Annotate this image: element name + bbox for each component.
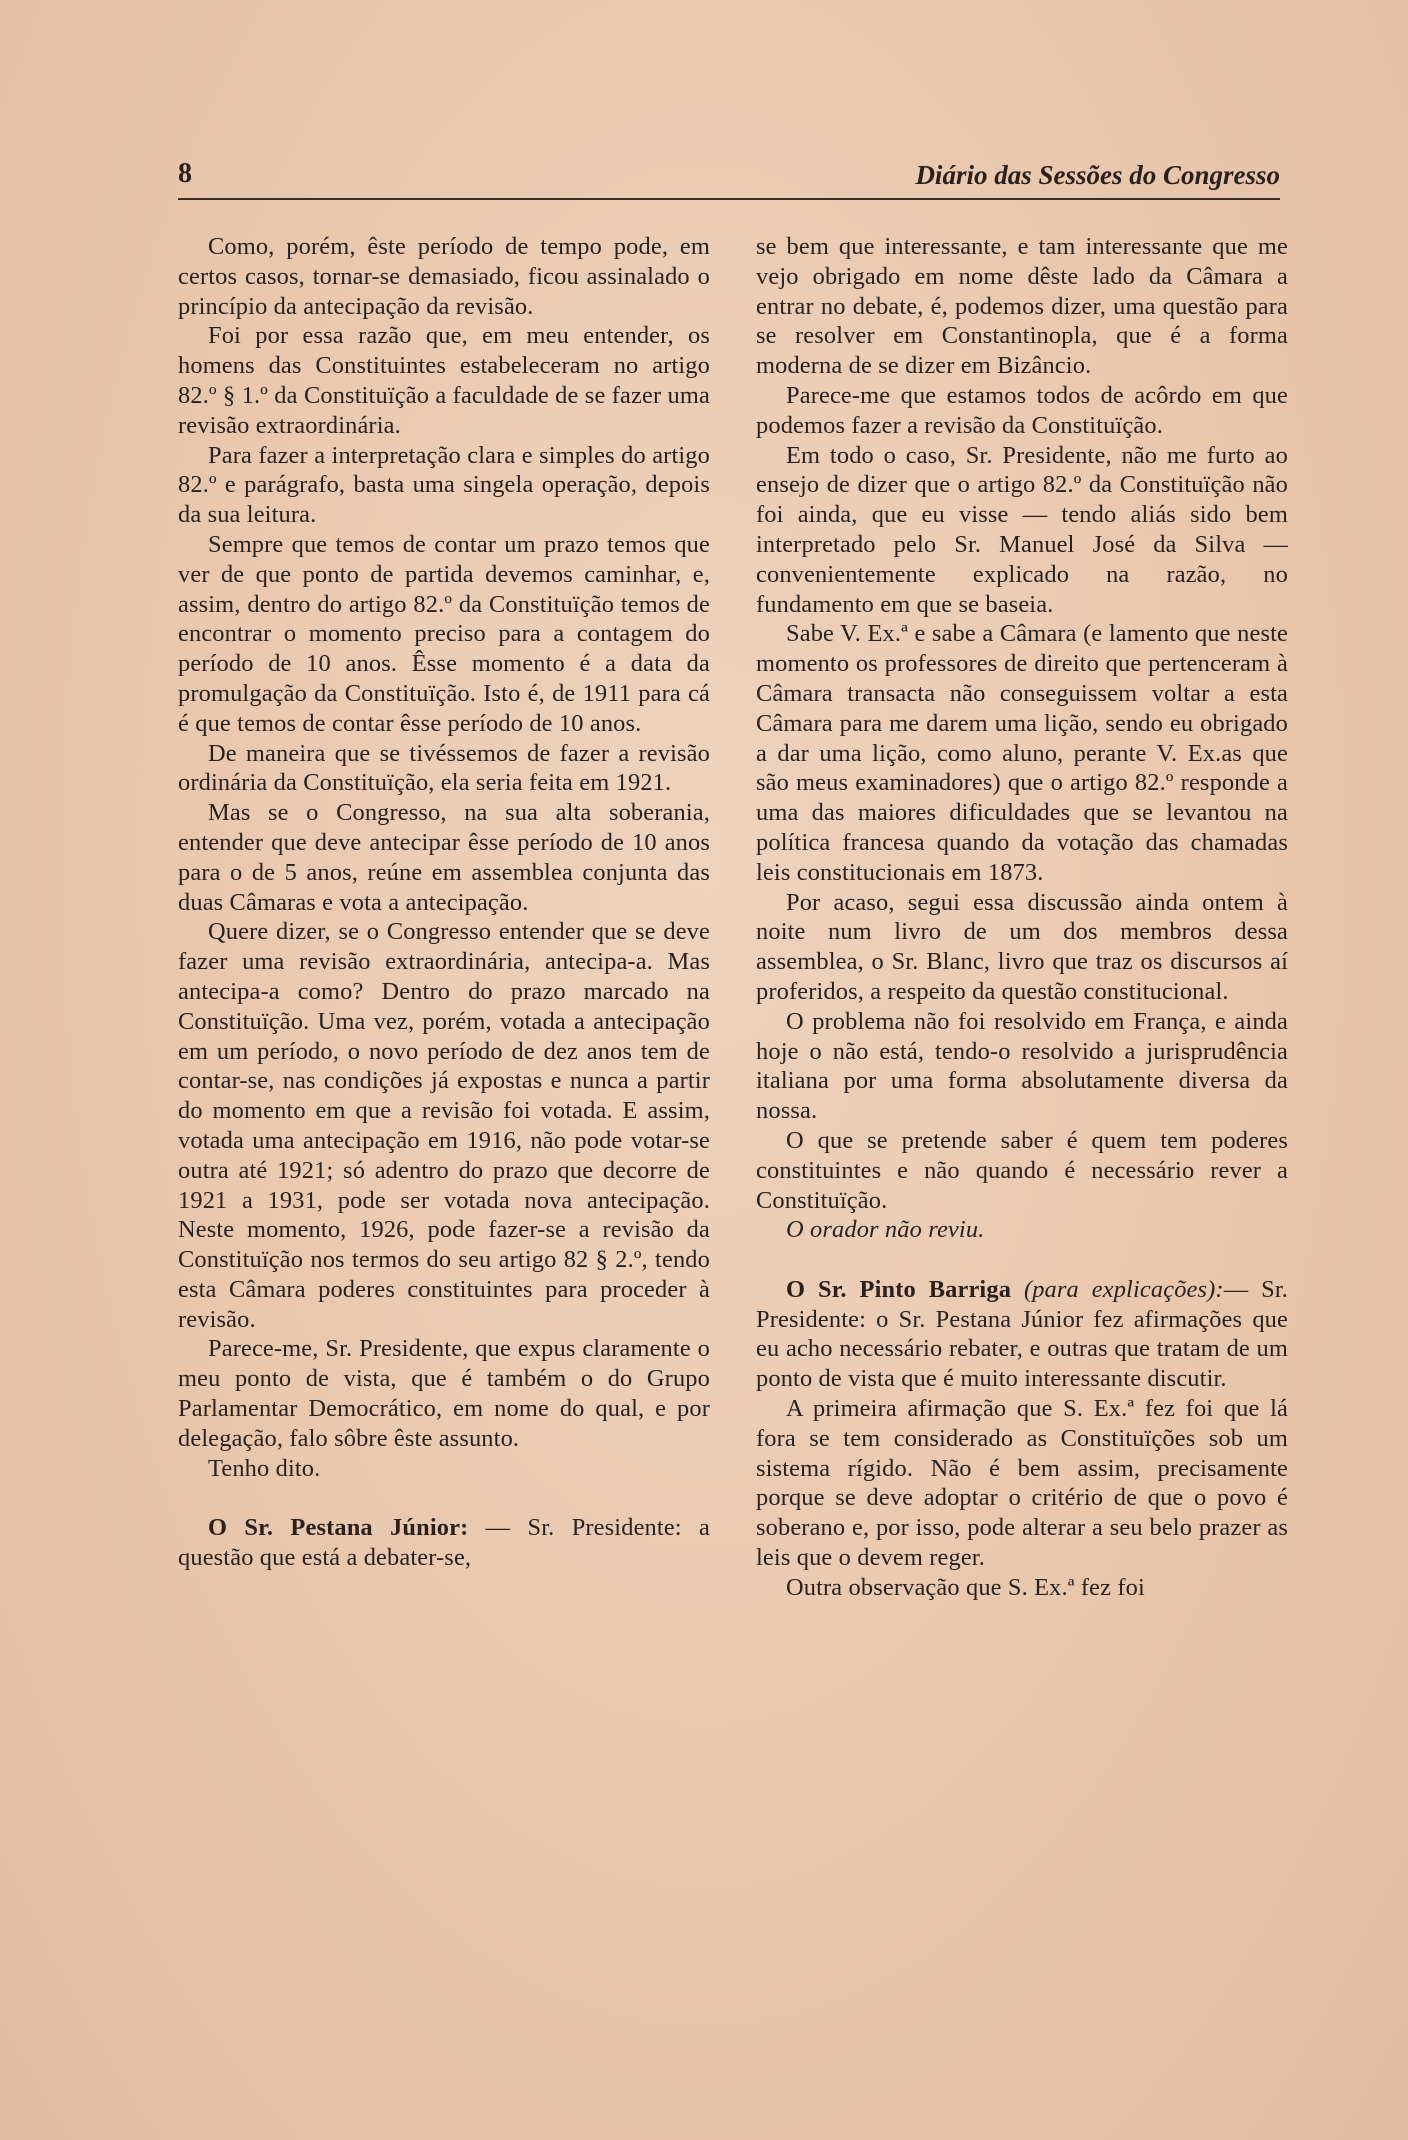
- paragraph: De maneira que se tivéssemos de fazer a revisão ordinária da Constituïção, ela seria feita em 1921.: [178, 739, 710, 797]
- closing-remark: Tenho dito.: [208, 1454, 321, 1482]
- speaker-name: O Sr. Pestana Júnior:: [208, 1514, 469, 1542]
- paragraph: O que se pretende saber é quem tem poderes constituintes e não quando é necessário rever a Constituïção.: [756, 1126, 1288, 1214]
- paragraph: Como, porém, êste período de tempo pode, em certos casos, tornar-se demasiado, ficou assinalado o princípio da antecipação da revisão.: [178, 233, 710, 320]
- journal-title: Diário das Sessões do Congresso: [915, 160, 1280, 190]
- paragraph: Outra observação que S. Ex.ª fez foi: [786, 1573, 1145, 1601]
- editorial-note: O orador não reviu.: [786, 1216, 985, 1244]
- speech-intro: [178, 1513, 710, 1573]
- paragraph: O problema não foi resolvido em França, e ainda hoje o não está, tendo-o resolvido a jurisprudência italiana por uma forma absolutamente diversa da nossa.: [756, 1007, 1288, 1125]
- speaker-name: O Sr. Pinto Barriga: [786, 1275, 1012, 1303]
- paragraph: Por acaso, segui essa discussão ainda ontem à noite num livro de um dos membros dessa assemblea, o Sr. Blanc, livro que traz os discursos aí proferidos, a respeito da questão constitucional.: [756, 888, 1288, 1005]
- paragraph: Parece-me que estamos todos de acôrdo em que podemos fazer a revisão da Constituïção.: [756, 381, 1288, 439]
- paragraph: Quere dizer, se o Congresso entender que se deve fazer uma revisão extraordinária, antecipa-a. Mas antecipa-a como? Dentro do prazo marcado na Constituïção. Uma vez, porém, votada a antecipação em um período, o novo período de dez anos tem de contar-se, nas condições já expostas e nunca a partir do momento em que a revisão foi votada. E assim, votada uma antecipação em 1916, não pode votar-se outra até 1921; só adentro do prazo que decorre de 1921 a 1931, pode ser votada nova antecipação. Neste momento, 1926, pode fazer-se a revisão da Constituïção nos termos do seu artigo 82 § 2.º, tendo esta Câmara poderes constituintes para proceder à revisão.: [178, 918, 710, 1333]
- paragraph: Em todo o caso, Sr. Presidente, não me furto ao ensejo de dizer que o artigo 82.º da Constituïção não foi ainda, que eu visse — tendo aliás sido bem interpretado pelo Sr. Manuel José da Silva — convenientemente explicado na razão, no fundamento em que se baseia.: [756, 441, 1288, 618]
- spacer: [178, 1483, 710, 1513]
- spacer: [756, 1245, 1288, 1275]
- speech-text: — Sr. Presidente: o Sr. Pestana Júnior fez afirmações que eu acho necessário rebater, e outras que tratam de um ponto de vista que é muito interessante discutir.: [756, 1275, 1289, 1393]
- left-column: [178, 232, 710, 1573]
- paragraph: Foi por essa razão que, em meu entender, os homens das Constituintes estabeleceram no artigo 82.º § 1.º da Constituïção a faculdade de se fazer uma revisão extraordinária.: [178, 322, 710, 439]
- paragraph: Parece-me, Sr. Presidente, que expus claramente o meu ponto de vista, que é também o do Grupo Parlamentar Democrático, em nome do qual, e por delegação, falo sôbre êste assunto.: [178, 1335, 710, 1452]
- page-number: 8: [178, 158, 192, 189]
- paragraph: Mas se o Congresso, na sua alta soberania, entender que deve antecipar êsse período de 10 anos para o de 5 anos, reúne em assemblea conjunta das duas Câmaras e vota a antecipação.: [178, 799, 710, 916]
- paragraph: se bem que interessante, e tam interessante que me vejo obrigado em nome dêste lado da Câmara a entrar no debate, é, podemos dizer, uma questão para se resolver em Constantinopla, que é a forma moderna de se dizer em Bizâncio.: [756, 233, 1288, 380]
- speech-intro: [756, 1275, 1288, 1394]
- paragraph: Sabe V. Ex.ª e sabe a Câmara (e lamento que neste momento os professores de direito que pertenceram à Câmara transacta não conseguissem voltar a esta Câmara para me darem uma lição, sendo eu obrigado a dar uma lição, como aluno, perante V. Ex.as que são meus examinadores) que o artigo 82.º responde a uma das maiores dificuldades que se levantou na política francesa quando da votação das chamadas leis constitucionais em 1873.: [756, 620, 1288, 886]
- paragraph: Sempre que temos de contar um prazo temos que ver de que ponto de partida devemos caminhar, e, assim, dentro do artigo 82.º da Constituïção temos de encontrar o momento preciso para a contagem do período de 10 anos. Êsse momento é a data da promulgação da Constituïção. Isto é, de 1911 para cá é que temos de contar êsse período de 10 anos.: [178, 530, 710, 737]
- page-header: [178, 158, 1280, 200]
- paragraph: A primeira afirmação que S. Ex.ª fez foi que lá fora se tem considerado as Constituïções sob um sistema rígido. Não é bem assim, precisamente porque se deve adoptar o critério de que o povo é soberano e, por isso, pode alterar a seu belo prazer as leis que o devem reger.: [756, 1395, 1288, 1572]
- paragraph: Para fazer a interpretação clara e simples do artigo 82.º e parágrafo, basta uma singela operação, depois da sua leitura.: [178, 441, 710, 529]
- right-column: [756, 232, 1288, 1603]
- speech-note: (para explicações):: [1023, 1275, 1224, 1303]
- speech-text: — Sr. Presidente: a questão que está a debater-se,: [178, 1514, 711, 1572]
